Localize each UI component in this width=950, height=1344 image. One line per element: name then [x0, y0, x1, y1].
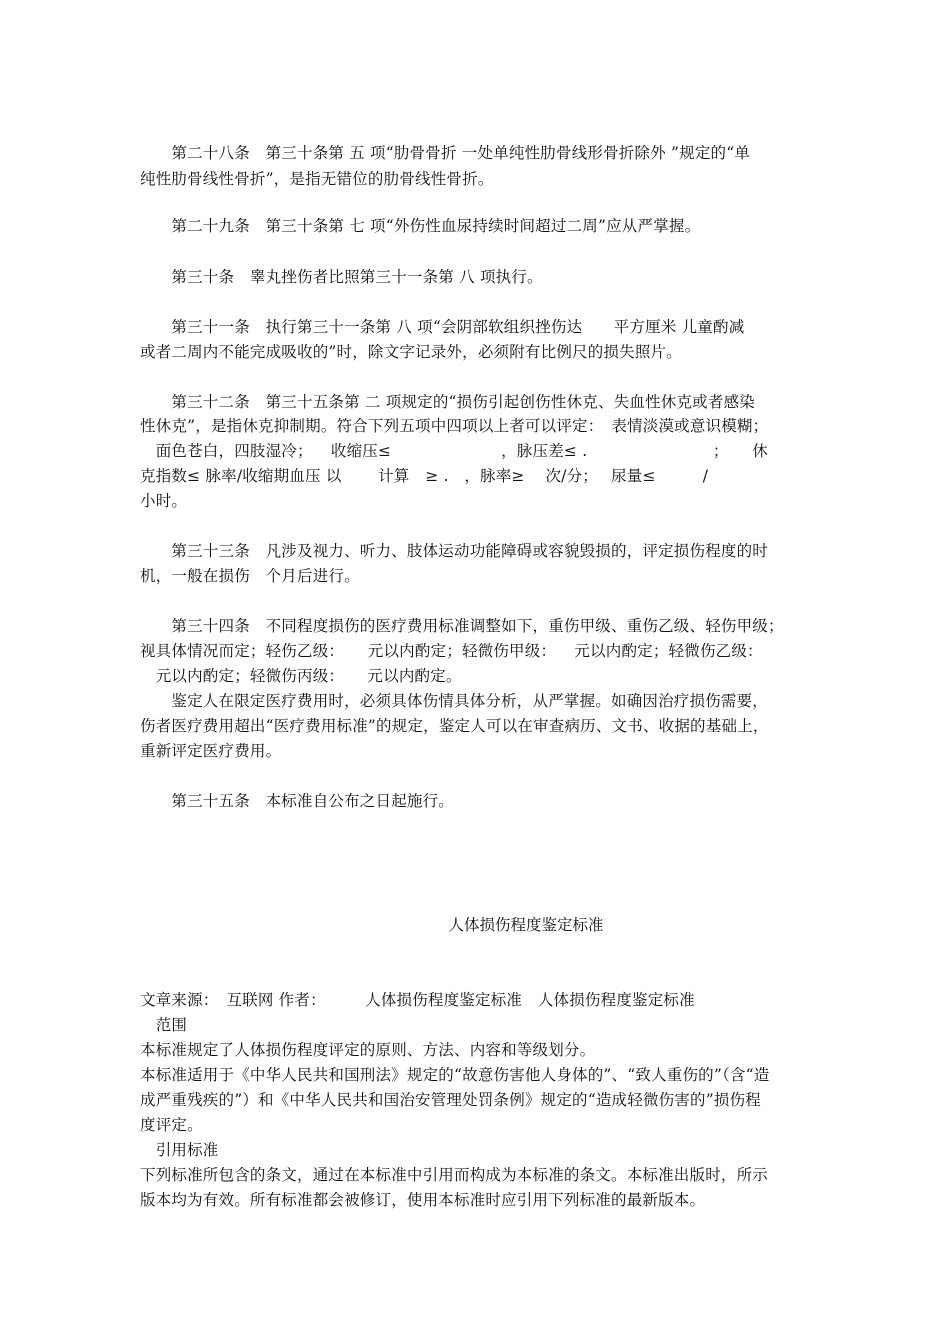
article-28-line-2: 纯性肋骨线性骨折”，是指无错位的肋骨线性骨折。	[140, 170, 494, 188]
scope-line-3: 成严重残疾的”）和《中华人民共和国治安管理处罚条例》规定的“造成轻微伤害的”损伤程	[140, 1091, 761, 1109]
article-34-line-6: 重新评定医疗费用。	[140, 742, 282, 760]
article-29-line-1: 第二十九条 第三十条第 七 项“外伤性血尿持续时间超过二周”应从严掌握。	[140, 217, 701, 235]
scope-line-1: 本标准规定了人体损伤程度评定的原则、方法、内容和等级划分。	[140, 1041, 596, 1059]
article-32-line-2: 性休克”，是指休克抑制期。符合下列五项中四项以上者可以评定： 表情淡漠或意识模糊；	[140, 417, 769, 435]
article-28-line-1: 第二十八条 第三十条第 五 项“肋骨骨折 一处单纯性肋骨线形骨折除外 ”规定的“单	[140, 144, 751, 162]
article-31-line-1: 第三十一条 执行第三十一条第 八 项“会阴部软组织挫伤达 平方厘米 儿童酌减	[140, 318, 745, 336]
article-35-line-1: 第三十五条 本标准自公布之日起施行。	[140, 792, 455, 810]
article-33-line-1: 第三十三条 凡涉及视力、听力、肢体运动功能障碍或容貌毁损的，评定损伤程度的时	[140, 542, 769, 560]
article-32-line-3: 面色苍白，四肢湿冷； 收缩压≤ ，脉压差≤ . ； 休	[140, 442, 768, 460]
document-title: 人体损伤程度鉴定标准	[448, 916, 604, 934]
article-34-line-3: 元以内酌定；轻微伤丙级： 元以内酌定。	[140, 667, 462, 685]
article-32-line-5: 小时。	[140, 492, 188, 510]
refs-line-1: 下列标准所包含的条文，通过在本标准中引用而构成为本标准的条文。本标准出版时，所示	[140, 1166, 769, 1184]
article-32-line-4: 克指数≤ 脉率/收缩期血压 以 计算 ≥ . ，脉率≥ 次/分； 尿量≤ /	[140, 467, 709, 485]
article-34-line-4: 鉴定人在限定医疗费用时，必须具体伤情具体分析，从严掌握。如确因治疗损伤需要，	[140, 692, 769, 710]
refs-line-2: 版本均为有效。所有标准都会被修订，使用本标准时应引用下列标准的最新版本。	[140, 1191, 706, 1209]
scope-line-4: 度评定。	[140, 1116, 203, 1134]
article-33-line-2: 机，一般在损伤 个月后进行。	[140, 567, 360, 585]
article-34-line-2: 视具体情况而定；轻伤乙级： 元以内酌定；轻微伤甲级： 元以内酌定；轻微伤乙级：	[140, 642, 763, 660]
refs-heading: 引用标准	[140, 1141, 219, 1159]
source-line: 文章来源： 互联网 作者： 人体损伤程度鉴定标准 人体损伤程度鉴定标准	[140, 991, 695, 1009]
article-34-line-1: 第三十四条 不同程度损伤的医疗费用标准调整如下，重伤甲级、重伤乙级、轻伤甲级；	[140, 617, 784, 635]
scope-line-2: 本标准适用于《中华人民共和国刑法》规定的“故意伤害他人身体的”、“致人重伤的”（含“造	[140, 1066, 770, 1084]
article-34-line-5: 伤者医疗费用超出“医疗费用标准”的规定，鉴定人可以在审查病历、文书、收据的基础上，	[140, 717, 769, 735]
scope-heading: 范围	[140, 1016, 188, 1034]
article-32-line-1: 第三十二条 第三十五条第 二 项规定的“损伤引起创伤性休克、失血性休克或者感染	[140, 393, 755, 411]
article-30-line-1: 第三十条 睾丸挫伤者比照第三十一条第 八 项执行。	[140, 268, 543, 286]
article-31-line-2: 或者二周内不能完成吸收的”时，除文字记录外，必须附有比例尺的损失照片。	[140, 343, 682, 361]
